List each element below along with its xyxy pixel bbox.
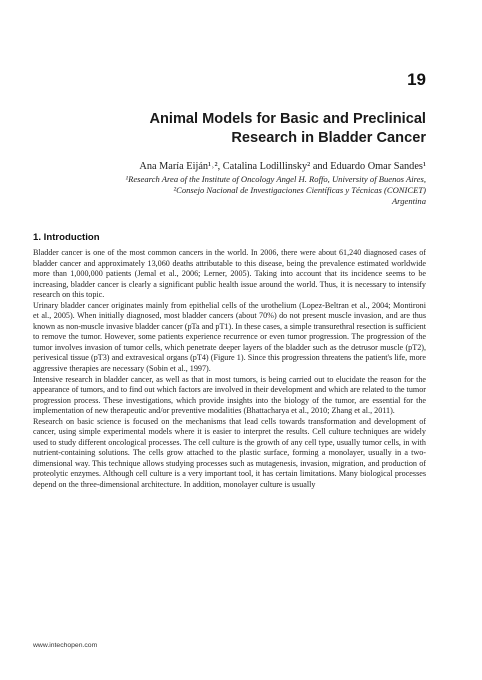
paragraph-2: Urinary bladder cancer originates mainly from epithelial cells of the urothelium (Lopez-Beltran et al., 2004; Montironi et al., 2005). When initially diagnosed, most bladder cancers (about 70%) do not present muscle invasion, and are thus known as non-muscle invasive bladder cancer (pTa and pT1). In these cases, a simple transurethral resection is sufficient to remove the tumor. However, some patients experience recurrence or even tumor progression. The progression of the tumor involves invasion of tumor cells, which penetrate deeper layers of the bladder such as the detrusor muscle (pT2), perivesical tissue (pT3) and extravesical organs (pT4) (Figure 1). Since this progression threatens the patient's life, more aggressive therapies are necessary (Sobin et al., 1997). [33, 300, 426, 374]
affiliations [46, 174, 426, 207]
section-heading: 1. Introduction [33, 232, 100, 243]
footer-url[interactable]: www.intechopen.com [33, 642, 98, 649]
chapter-number: 19 [407, 70, 426, 89]
chapter-title-line-2: Research in Bladder Cancer [231, 130, 426, 146]
body-text [33, 248, 426, 491]
author-list: Ana María Eiján¹˒², Catalina Lodillinsky² and Eduardo Omar Sandes¹ [139, 161, 426, 172]
chapter-title-line-1: Animal Models for Basic and Preclinical [149, 111, 426, 127]
paragraph-1: Bladder cancer is one of the most common cancers in the world. In 2006, there were about 61,240 diagnosed cases of bladder cancer and approximately 13,060 deaths attributable to this disease, being the prevalence estimated worldwide more than 1,000,000 patients (Jemal et al., 2006; Lerner, 2005). Taking into account that its incidence seems to be increasing, bladder cancer is clearly a significant public health issue around the world. Thus, it is necessary to intensify research on this topic. [33, 248, 426, 300]
affiliation-2: ²Consejo Nacional de Investigaciones Científicas y Técnicas (CONICET) [173, 185, 426, 195]
paragraph-4: Research on basic science is focused on the mechanisms that lead cells towards transformation and development of cancer, using simple experimental models where it is easier to interpret the results. Cell culture techniques are widely used to study different oncological processes. The cell culture is the growth of any cell type, usually tumor cells, in with nutrient-containing solutions. The cells grow attached to the plastic surface, forming a monolayer, usually in a two-dimensional way. This technique allows studying processes such as mutagenesis, invasion, migration, and production of proteolytic enzymes. Although cell culture is a very important tool, it has certain limitations. Many biological processes depend on the three-dimensional architecture. In addition, monolayer culture is usually [33, 416, 426, 490]
chapter-title [86, 110, 426, 148]
affiliation-country: Argentina [391, 196, 426, 206]
paragraph-3: Intensive research in bladder cancer, as well as that in most tumors, is being carried out to elucidate the reason for the appearance of tumors, and to find out which factors are involved in their development and which are related to the tumor progression process. These investigations, which provide insights into the biology of the tumor, are essential for the implementation of new therapeutic and/or preventive modalities (Bhattacharya et al., 2010; Zhang et al., 2011). [33, 374, 426, 416]
affiliation-1: ¹Research Area of the Institute of Oncology Angel H. Roffo, University of Buenos Aires, [125, 174, 426, 184]
